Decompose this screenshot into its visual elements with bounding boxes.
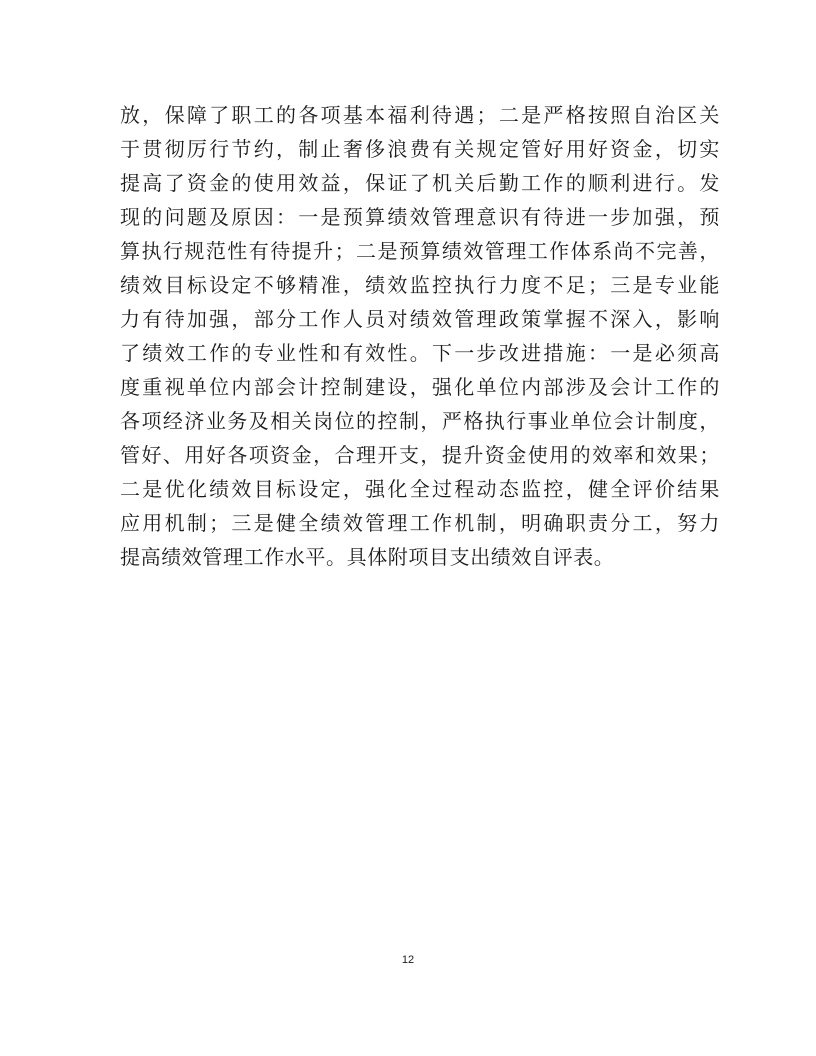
text-line: 应用机制；三是健全绩效管理工作机制，明确职责分工，努力: [120, 511, 720, 535]
text-line: 各项经济业务及相关岗位的控制，严格执行事业单位会计制度，: [120, 409, 720, 433]
text-line: 于贯彻厉行节约，制止奢侈浪费有关规定管好用好资金，切实: [120, 137, 720, 161]
body-paragraph: [120, 98, 720, 574]
text-line: 绩效目标设定不够精准，绩效监控执行力度不足；三是专业能: [120, 273, 720, 297]
text-line: 管好、用好各项资金，合理开支，提升资金使用的效率和效果；: [120, 443, 720, 467]
text-line: 放，保障了职工的各项基本福利待遇；二是严格按照自治区关: [120, 103, 720, 127]
text-line: 度重视单位内部会计控制建设，强化单位内部涉及会计工作的: [120, 375, 720, 399]
page-number: 12: [401, 954, 415, 966]
text-line: 力有待加强，部分工作人员对绩效管理政策掌握不深入，影响: [120, 307, 720, 331]
text-line: 二是优化绩效目标设定，强化全过程动态监控，健全评价结果: [120, 477, 720, 501]
text-line: 提高了资金的使用效益，保证了机关后勤工作的顺利进行。发: [120, 171, 720, 195]
text-line: 提高绩效管理工作水平。具体附项目支出绩效自评表。: [120, 545, 615, 569]
text-line: 现的问题及原因：一是预算绩效管理意识有待进一步加强，预: [120, 205, 720, 229]
text-line: 算执行规范性有待提升；二是预算绩效管理工作体系尚不完善，: [120, 239, 720, 263]
text-line: 了绩效工作的专业性和有效性。下一步改进措施：一是必须高: [120, 341, 720, 365]
